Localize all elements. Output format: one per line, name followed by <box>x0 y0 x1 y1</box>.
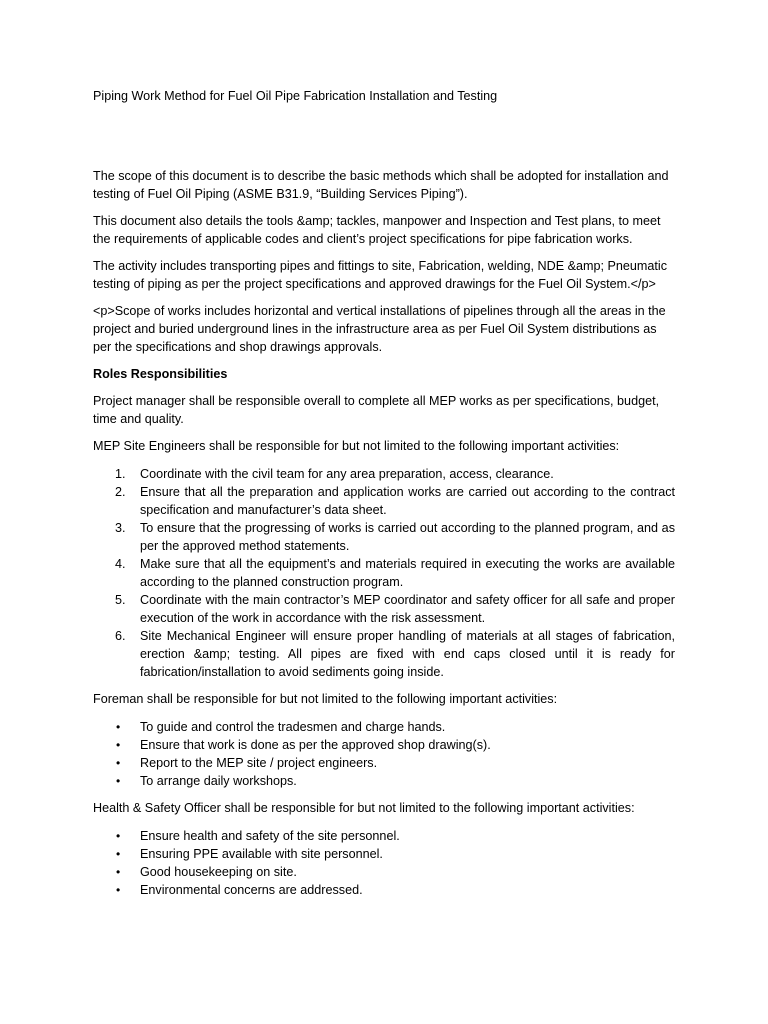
bullet-icon: • <box>116 865 121 879</box>
roles-heading: Roles Responsibilities <box>93 367 228 381</box>
list-item <box>93 881 675 899</box>
list-number: 5. <box>115 593 126 607</box>
list-item-text: To ensure that the progressing of works is carried out according to the planned program, and as per the approved method statements. <box>140 521 675 553</box>
list-item-text: Site Mechanical Engineer will ensure proper handling of materials at all stages of fabrication, erection &amp; testing. All pipes are fixed with end caps closed until it is ready for fabrication/installation to avoid sediments going inside. <box>140 629 675 679</box>
list-item-text: Ensuring PPE available with site personnel. <box>140 847 383 861</box>
project-manager-paragraph: Project manager shall be responsible overall to complete all MEP works as per specifications, budget, time and quality. <box>93 394 660 426</box>
list-item-text: To arrange daily workshops. <box>140 774 297 788</box>
list-item <box>93 754 675 772</box>
bullet-icon: • <box>116 829 121 843</box>
document-body <box>93 87 675 908</box>
bullet-icon: • <box>116 847 121 861</box>
list-item <box>93 736 675 754</box>
list-item-text: Ensure that all the preparation and application works are carried out according to the contract specification and manufacturer’s data sheet. <box>140 485 675 517</box>
list-item-text: Report to the MEP site / project engineers. <box>140 756 378 770</box>
list-item <box>93 465 675 483</box>
list-item <box>93 519 675 555</box>
tools-paragraph: This document also details the tools &amp; tackles, manpower and Inspection and Test plans, to meet the requirements of applicable codes and client’s project specifications for pipe fabrication works. <box>93 214 661 246</box>
foreman-intro: Foreman shall be responsible for but not limited to the following important activities: <box>93 692 558 706</box>
activity-paragraph: The activity includes transporting pipes and fittings to site, Fabrication, welding, NDE &amp; Pneumatic testing of piping as per the project specifications and approved drawings for the Fuel Oil System.</p> <box>93 259 667 291</box>
list-item-text: To guide and control the tradesmen and charge hands. <box>140 720 446 734</box>
mep-intro: MEP Site Engineers shall be responsible for but not limited to the following important activities: <box>93 439 620 453</box>
list-item-text: Make sure that all the equipment’s and materials required in executing the works are available according to the planned construction program. <box>140 557 675 589</box>
mep-responsibilities-list <box>93 465 675 681</box>
bullet-icon: • <box>116 756 121 770</box>
list-item <box>93 772 675 790</box>
list-number: 6. <box>115 629 126 643</box>
list-item-text: Coordinate with the main contractor’s MEP coordinator and safety officer for all safe and proper execution of the work in accordance with the risk assessment. <box>140 593 675 625</box>
list-item <box>93 591 675 627</box>
list-item-text: Ensure health and safety of the site personnel. <box>140 829 400 843</box>
scope-paragraph: The scope of this document is to describe the basic methods which shall be adopted for installation and testing of Fuel Oil Piping (ASME B31.9, “Building Services Piping”). <box>93 169 669 201</box>
list-item <box>93 845 675 863</box>
list-number: 1. <box>115 467 126 481</box>
list-number: 4. <box>115 557 126 571</box>
bullet-icon: • <box>116 720 121 734</box>
hse-responsibilities-list <box>93 827 675 899</box>
document-title: Piping Work Method for Fuel Oil Pipe Fabrication Installation and Testing <box>93 89 498 103</box>
list-item-text: Ensure that work is done as per the approved shop drawing(s). <box>140 738 491 752</box>
list-item <box>93 718 675 736</box>
list-item <box>93 863 675 881</box>
list-item-text: Good housekeeping on site. <box>140 865 297 879</box>
foreman-responsibilities-list <box>93 718 675 790</box>
list-item <box>93 827 675 845</box>
bullet-icon: • <box>116 774 121 788</box>
list-item <box>93 627 675 681</box>
list-item-text: Coordinate with the civil team for any area preparation, access, clearance. <box>140 467 554 481</box>
list-number: 2. <box>115 485 126 499</box>
scope-of-works-paragraph: <p>Scope of works includes horizontal and vertical installations of pipelines through all the areas in the project and buried underground lines in the infrastructure area as per Fuel Oil System distributions as per the specifications and shop drawings approvals. <box>93 304 666 354</box>
list-item <box>93 555 675 591</box>
list-number: 3. <box>115 521 126 535</box>
list-item <box>93 483 675 519</box>
list-item-text: Environmental concerns are addressed. <box>140 883 363 897</box>
bullet-icon: • <box>116 883 121 897</box>
bullet-icon: • <box>116 738 121 752</box>
hse-intro: Health & Safety Officer shall be responsible for but not limited to the following important activities: <box>93 801 635 815</box>
